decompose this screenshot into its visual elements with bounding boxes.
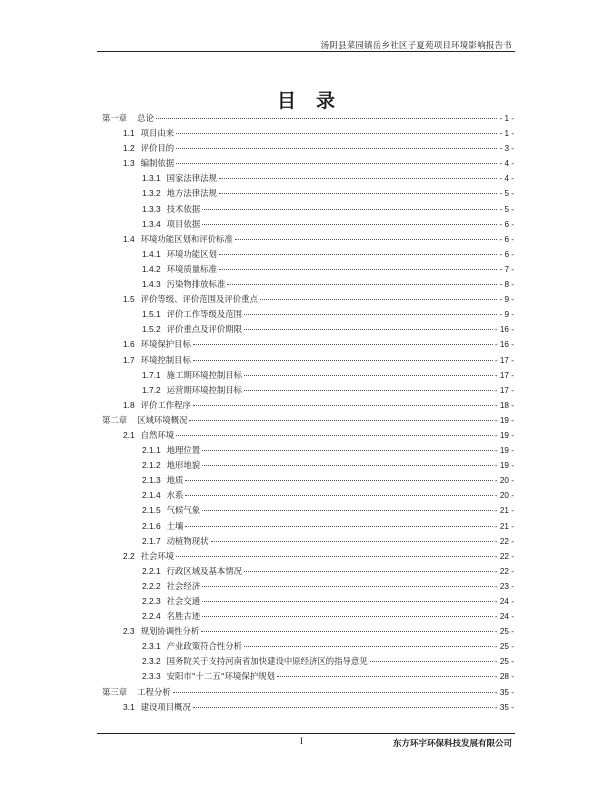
toc-entry-label: 行政区域及基本情况 xyxy=(166,565,243,576)
toc-dot-leader xyxy=(211,541,493,542)
toc-dot-leader xyxy=(260,299,498,300)
toc-entry-number: 2.1.7 xyxy=(142,535,161,546)
toc-entry[interactable] xyxy=(102,354,514,369)
toc-entry[interactable] xyxy=(102,127,514,142)
toc-entry-label: 地质 xyxy=(166,475,184,486)
toc-entry[interactable] xyxy=(102,640,514,655)
toc-entry-number: 1.5 xyxy=(123,294,135,305)
toc-dot-leader xyxy=(193,344,493,345)
toc-dot-leader xyxy=(219,269,498,270)
toc-entry-label: 项目依据 xyxy=(166,218,201,229)
toc-entry-label: 总论 xyxy=(137,113,154,123)
toc-dot-leader xyxy=(202,209,497,210)
toc-entry[interactable] xyxy=(102,369,514,384)
toc-entry-label: 运营期环境控制目标 xyxy=(166,384,243,395)
toc-entry-page: - 1 - xyxy=(499,129,514,139)
toc-entry-label: 编制依据 xyxy=(140,158,175,169)
toc-entry[interactable] xyxy=(102,112,514,127)
toc-entry-number: 第二章 xyxy=(102,414,128,425)
toc-entry-number: 第三章 xyxy=(102,686,128,697)
toc-entry-label: 评价工作程序 xyxy=(140,399,191,410)
toc-entry-page: - 19 - xyxy=(494,446,514,456)
toc-entry-page: - 19 - xyxy=(494,461,514,471)
toc-entry[interactable] xyxy=(102,520,514,535)
toc-entry[interactable] xyxy=(102,444,514,459)
toc-entry-number: 1.7.1 xyxy=(142,369,161,380)
toc-entry-page: - 17 - xyxy=(494,370,514,380)
toc-entry-number: 1.4.3 xyxy=(142,279,161,290)
toc-entry-page: - 24 - xyxy=(494,597,514,606)
toc-entry-page: - 3 - xyxy=(499,144,514,154)
toc-entry[interactable] xyxy=(102,610,514,625)
toc-entry[interactable] xyxy=(102,474,514,489)
toc-dot-leader xyxy=(193,405,493,406)
toc-entry-page: - 17 - xyxy=(494,385,514,395)
toc-entry[interactable] xyxy=(102,565,514,580)
toc-entry-label: 土壤 xyxy=(166,520,184,531)
toc-entry-number: 2.1.1 xyxy=(142,445,161,456)
toc-entry[interactable] xyxy=(102,625,514,640)
toc-entry-label: 项目由来 xyxy=(140,128,175,139)
toc-dot-leader xyxy=(202,224,497,225)
toc-entry-label: 环境功能区划和评价标准 xyxy=(140,233,233,244)
toc-entry-page: - 6 - xyxy=(499,234,514,244)
toc-entry-page: - 4 - xyxy=(499,174,514,184)
toc-entry[interactable] xyxy=(102,429,514,444)
toc-entry-number: 2.1 xyxy=(123,429,135,440)
toc-entry-label: 评价工作等级及范围 xyxy=(166,309,243,320)
toc-entry[interactable] xyxy=(102,670,514,685)
toc-entry-page: - 35 - xyxy=(494,702,514,712)
toc-dot-leader xyxy=(185,480,492,481)
toc-entry-page: - 22 - xyxy=(494,566,514,576)
toc-dot-leader xyxy=(193,707,493,708)
toc-entry-page: - 17 - xyxy=(494,355,514,365)
toc-entry-number: 2.3.2 xyxy=(142,656,161,667)
toc-entry[interactable] xyxy=(102,550,514,565)
toc-entry-page: - 25 - xyxy=(494,642,514,652)
toc-entry-label: 评价等级、评价范围及评价重点 xyxy=(140,294,258,305)
toc-entry-number: 2.2.1 xyxy=(142,565,161,576)
toc-entry-page: - 5 - xyxy=(499,189,514,199)
toc-entry-page: - 23 - xyxy=(494,581,514,591)
toc-entry-page: - 21 - xyxy=(494,521,514,531)
toc-entry-number: 1.5.2 xyxy=(142,324,161,335)
toc-entry-page: - 21 - xyxy=(494,506,514,516)
toc-entry-label: 水系 xyxy=(166,490,184,501)
toc-dot-leader xyxy=(202,586,493,587)
toc-entry-page: - 25 - xyxy=(494,657,514,667)
toc-entry[interactable] xyxy=(102,172,514,187)
toc-dot-leader xyxy=(193,360,493,361)
toc-entry-label: 社会环境 xyxy=(140,550,175,561)
toc-entry-label: 区域环境概况 xyxy=(137,414,188,425)
toc-entry[interactable] xyxy=(102,399,514,414)
toc-entry[interactable] xyxy=(102,323,514,338)
toc-entry-number: 1.5.1 xyxy=(142,309,161,320)
toc-entry-number: 2.2.3 xyxy=(142,596,161,606)
toc-entry-page: - 28 - xyxy=(494,672,514,682)
toc-entry-page: - 22 - xyxy=(494,551,514,561)
toc-dot-leader xyxy=(244,329,493,330)
toc-entry-number: 1.6 xyxy=(123,339,135,350)
toc-entry-label: 安阳市"十二五"环境保护规划 xyxy=(166,671,275,682)
toc-dot-leader xyxy=(219,178,498,179)
toc-entry[interactable] xyxy=(102,701,514,716)
toc-entry-number: 2.1.2 xyxy=(142,460,161,471)
toc-entry-page: - 24 - xyxy=(494,612,514,622)
toc-entry-label: 污染物排放标准 xyxy=(166,279,226,290)
toc-entry-page: - 5 - xyxy=(499,204,514,214)
toc-entry-label: 规划协调性分析 xyxy=(140,626,200,637)
toc-entry-number: 2.1.4 xyxy=(142,490,161,501)
toc-entry-number: 2.3.1 xyxy=(142,641,161,652)
toc-dot-leader xyxy=(176,435,493,436)
toc-entry-number: 2.2 xyxy=(123,550,135,561)
toc-dot-leader xyxy=(185,526,492,527)
toc-entry-label: 环境质量标准 xyxy=(166,263,217,274)
toc-entry-number: 2.1.3 xyxy=(142,475,161,486)
toc-entry-label: 环境控制目标 xyxy=(140,354,191,365)
toc-entry-number: 1.4.1 xyxy=(142,248,161,259)
toc-entry-label: 气候气象 xyxy=(166,505,201,516)
toc-entry-page: - 1 - xyxy=(499,114,514,123)
toc-entry-page: - 16 - xyxy=(494,325,514,335)
toc-dot-leader xyxy=(244,314,497,315)
toc-dot-leader xyxy=(244,571,493,572)
toc-dot-leader xyxy=(185,495,492,496)
toc-entry-number: 1.4 xyxy=(123,233,135,244)
toc-entry-number: 1.3.2 xyxy=(142,188,161,199)
toc-entry-label: 工程分析 xyxy=(137,686,171,697)
toc-entry-page: - 8 - xyxy=(499,280,514,290)
page-title: 目录 xyxy=(276,90,355,112)
toc-entry[interactable] xyxy=(102,187,514,202)
toc-entry-number: 第一章 xyxy=(102,113,128,123)
toc-entry-label: 自然环境 xyxy=(140,429,175,440)
toc-dot-leader xyxy=(235,239,498,240)
toc-entry-number: 2.1.5 xyxy=(142,505,161,516)
toc-entry-page: - 4 - xyxy=(499,159,514,169)
toc-entry[interactable] xyxy=(102,218,514,233)
toc-entry-number: 2.2.2 xyxy=(142,580,161,591)
toc-entry-page: - 19 - xyxy=(494,415,514,425)
toc-entry[interactable] xyxy=(102,459,514,474)
toc-dot-leader xyxy=(219,193,498,194)
toc-entry[interactable] xyxy=(102,414,514,429)
toc-dot-leader xyxy=(156,118,498,119)
toc-entry-number: 1.3.3 xyxy=(142,203,161,214)
toc-entry-label: 产业政策符合性分析 xyxy=(166,641,243,652)
toc-entry-label: 技术依据 xyxy=(166,203,201,214)
toc-dot-leader xyxy=(202,510,493,511)
toc-entry-page: - 35 - xyxy=(494,687,514,697)
toc-entry-label: 环境功能区划 xyxy=(166,248,217,259)
toc-entry-page: - 22 - xyxy=(494,536,514,546)
toc-entry-number: 3.1 xyxy=(123,701,135,712)
toc-dot-leader xyxy=(244,390,493,391)
toc-entry-label: 地方法律法规 xyxy=(166,188,217,199)
toc-entry-number: 1.3 xyxy=(123,158,135,169)
toc-dot-leader xyxy=(176,133,497,134)
toc-entry-page: - 25 - xyxy=(494,627,514,637)
toc-entry-number: 2.3.3 xyxy=(142,671,161,682)
toc-entry[interactable] xyxy=(102,686,514,701)
toc-dot-leader xyxy=(202,616,493,617)
toc-entry[interactable] xyxy=(102,263,514,278)
toc-entry[interactable] xyxy=(102,338,514,353)
toc-entry-page: - 9 - xyxy=(499,310,514,320)
toc-entry-label: 名胜古迹 xyxy=(166,611,201,622)
toc-entry-page: - 9 - xyxy=(499,295,514,305)
toc-entry[interactable] xyxy=(102,233,514,248)
toc-dot-leader xyxy=(370,661,493,662)
toc-dot-leader xyxy=(202,465,493,466)
toc-entry[interactable] xyxy=(102,535,514,550)
toc-dot-leader xyxy=(176,556,493,557)
toc-dot-leader xyxy=(189,420,493,421)
header-rule xyxy=(97,51,515,52)
toc-entry-label: 社会经济 xyxy=(166,580,201,591)
toc-dot-leader xyxy=(219,254,498,255)
toc-dot-leader xyxy=(202,450,493,451)
toc-entry[interactable] xyxy=(102,595,514,610)
toc-entry-page: - 16 - xyxy=(494,340,514,350)
toc-entry-label: 动植物现状 xyxy=(166,535,209,546)
toc-dot-leader xyxy=(244,375,493,376)
footer-rule xyxy=(97,733,515,734)
toc-entry[interactable] xyxy=(102,308,514,323)
toc-entry-page: - 6 - xyxy=(499,219,514,229)
toc-dot-leader xyxy=(202,601,493,602)
toc-dot-leader xyxy=(277,676,493,677)
toc-entry[interactable] xyxy=(102,489,514,504)
toc-entry-number: 2.3 xyxy=(123,626,135,637)
toc-entry-label: 国家法律法规 xyxy=(166,173,217,184)
toc-entry-page: - 20 - xyxy=(494,476,514,486)
toc-entry-page: - 6 - xyxy=(499,249,514,259)
toc-entry-label: 建设项目概况 xyxy=(140,701,191,712)
toc-entry-number: 1.4.2 xyxy=(142,263,161,274)
toc-dot-leader xyxy=(244,646,493,647)
toc-entry[interactable] xyxy=(102,157,514,172)
toc-entry[interactable] xyxy=(102,293,514,308)
toc-dot-leader xyxy=(173,692,493,693)
toc-entry-label: 地形地貌 xyxy=(166,460,201,471)
toc-entry[interactable] xyxy=(102,655,514,670)
toc-dot-leader xyxy=(176,148,497,149)
toc-entry-label: 社会交通 xyxy=(166,596,201,606)
toc-entry[interactable] xyxy=(102,580,514,595)
footer-company: 东方环宇环保科技发展有限公司 xyxy=(392,738,512,748)
toc-entry-label: 评价目的 xyxy=(140,143,175,154)
toc-entry-number: 1.8 xyxy=(123,399,135,410)
toc-entry-label: 评价重点及评价期限 xyxy=(166,324,243,335)
toc-entry-label: 环境保护目标 xyxy=(140,339,191,350)
toc-entry-number: 1.7.2 xyxy=(142,384,161,395)
toc-entry-page: - 7 - xyxy=(499,264,514,274)
table-of-contents xyxy=(102,112,514,716)
toc-entry-number: 1.3.4 xyxy=(142,218,161,229)
toc-entry-page: - 18 - xyxy=(494,400,514,410)
toc-dot-leader xyxy=(176,163,497,164)
toc-dot-leader xyxy=(201,631,493,632)
toc-entry[interactable] xyxy=(102,504,514,519)
toc-entry-label: 地理位置 xyxy=(166,445,201,456)
toc-entry-label: 施工期环境控制目标 xyxy=(166,369,243,380)
toc-entry[interactable] xyxy=(102,142,514,157)
toc-entry-number: 2.1.6 xyxy=(142,520,161,531)
toc-entry[interactable] xyxy=(102,203,514,218)
toc-entry-number: 1.3.1 xyxy=(142,173,161,184)
toc-entry[interactable] xyxy=(102,248,514,263)
toc-entry-page: - 20 - xyxy=(494,491,514,501)
toc-entry[interactable] xyxy=(102,384,514,399)
running-header: 汤阴县菜园镇岳乡社区子夏苑项目环境影响报告书 xyxy=(320,41,512,51)
toc-entry-number: 1.7 xyxy=(123,354,135,365)
toc-entry-label: 国务院关于支持河南省加快建设中原经济区的指导意见 xyxy=(166,656,368,667)
toc-entry[interactable] xyxy=(102,278,514,293)
footer-page-number: I xyxy=(300,736,303,746)
toc-dot-leader xyxy=(227,284,497,285)
toc-entry-number: 1.2 xyxy=(123,143,135,154)
toc-entry-page: - 19 - xyxy=(494,430,514,440)
toc-entry-number: 1.1 xyxy=(123,128,135,139)
toc-entry-number: 2.2.4 xyxy=(142,611,161,622)
